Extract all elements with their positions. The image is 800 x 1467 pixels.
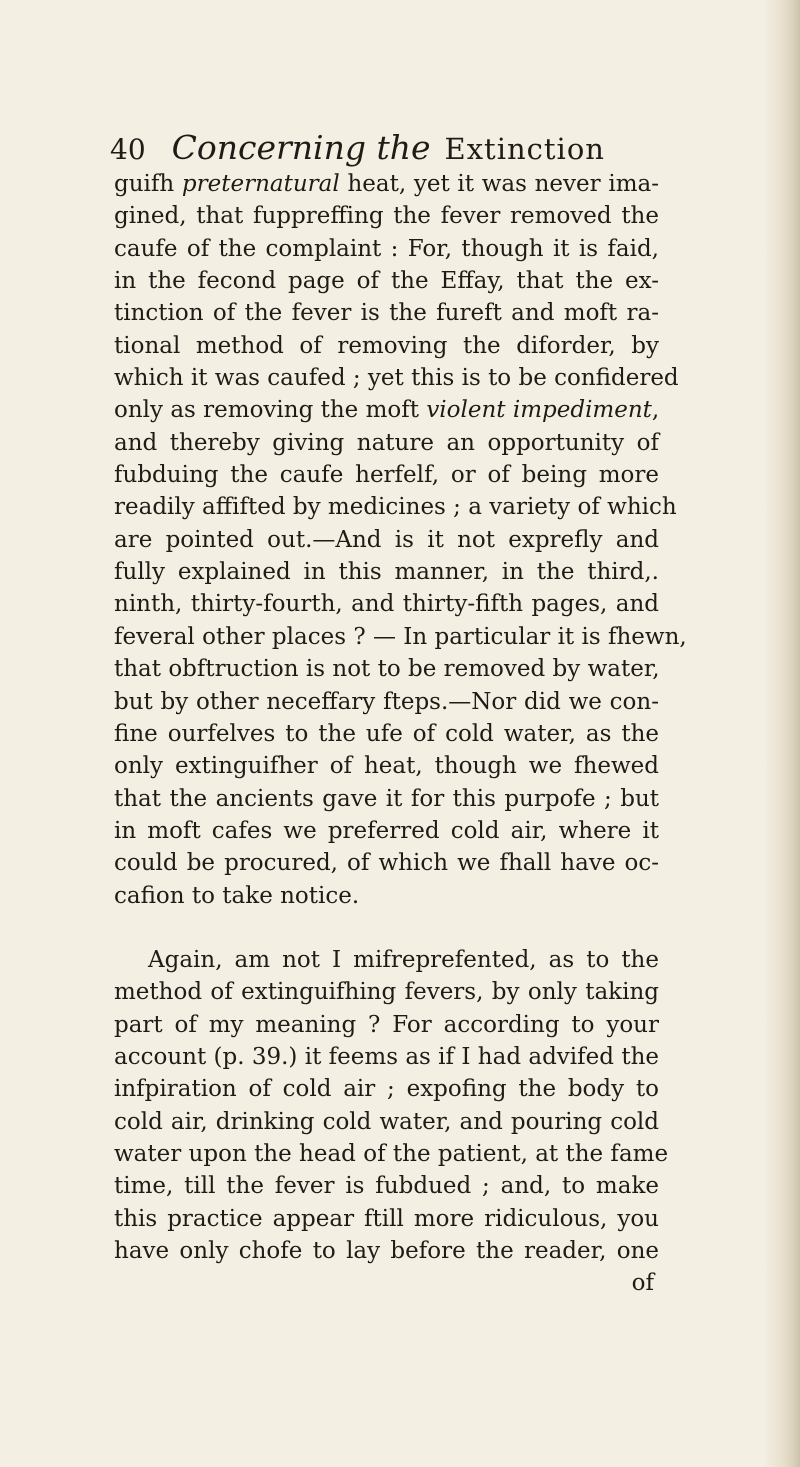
text-line: and thereby giving nature an opportunity of: [114, 429, 659, 456]
header-title-italic: Concerning the: [171, 128, 431, 167]
text-line: fully explained in this manner, in the third,.: [114, 559, 659, 586]
italic-term: preternatural: [181, 171, 340, 197]
text-line: method of extinguifhing fevers, by only taking: [114, 979, 659, 1006]
text-line: infpiration of cold air ; expofing the body to: [114, 1076, 659, 1103]
text-line: tinction of the fever is the fureft and moft ra-: [114, 300, 659, 327]
text-line: in the fecond page of the Effay, that the ex-: [114, 268, 659, 295]
page-edge-shadow: [766, 0, 800, 1467]
text-line: could be procured, of which we fhall have oc-: [114, 850, 659, 877]
header-title-smallcaps: Extinction: [444, 132, 605, 166]
paragraph-1: [114, 168, 687, 912]
catchword: of: [631, 1270, 654, 1297]
paragraph-2: [114, 944, 669, 1300]
text-line: that obftruction is not to be removed by water,: [114, 656, 660, 683]
text-line: guifh preternatural heat, yet it was never ima-: [114, 171, 659, 197]
text-line: Again, am not I mifreprefented, as to the: [148, 946, 659, 973]
text-line: tional method of removing the diforder, by: [114, 332, 659, 359]
text-line: fubduing the caufe herfelf, or of being more: [114, 462, 659, 489]
text-line: readily affifted by medicines ; a variety of which: [114, 494, 677, 521]
text-line: that the ancients gave it for this purpofe ; but: [114, 785, 659, 812]
text-line: fine ourfelves to the ufe of cold water, as the: [114, 720, 659, 747]
text-line: which it was caufed ; yet this is to be confidered: [114, 365, 679, 392]
text-line: are pointed out.—And is it not exprefly and: [114, 526, 659, 553]
text-line: cafion to take notice.: [114, 882, 360, 909]
italic-term: violent impediment: [426, 397, 652, 424]
text-line: part of my meaning ? For according to your: [114, 1011, 659, 1038]
text-line: in moft cafes we preferred cold air, where it: [114, 817, 659, 844]
text-line: caufe of the complaint : For, though it is faid,: [114, 235, 659, 262]
text-line: only as removing the moft violent impediment,: [114, 397, 660, 424]
text-line: cold air, drinking cold water, and pouring cold: [114, 1108, 659, 1135]
text-line: account (p. 39.) it feems as if I had advifed the: [114, 1043, 659, 1070]
text-line: feveral other places ? — In particular it is fhewn,: [114, 623, 687, 650]
text-line: only extinguifher of heat, though we fhewed: [114, 753, 659, 780]
running-header: [110, 128, 670, 168]
paragraph-gap: [114, 912, 659, 944]
text-line: time, till the fever is fubdued ; and, to make: [114, 1173, 659, 1200]
text-line: this practice appear ftill more ridiculous, you: [114, 1205, 659, 1232]
text-line: gined, that fuppreffing the fever removed the: [114, 203, 659, 230]
text-line: ninth, thirty-fourth, and thirty-fifth pages, and: [114, 591, 659, 618]
text-line: but by other neceffary fteps.—Nor did we con-: [114, 688, 659, 715]
page-number: 40: [110, 133, 146, 166]
text-line: have only chofe to lay before the reader, one: [114, 1238, 659, 1264]
body-text: [114, 168, 687, 1300]
text-line: water upon the head of the patient, at the fame: [114, 1140, 669, 1167]
